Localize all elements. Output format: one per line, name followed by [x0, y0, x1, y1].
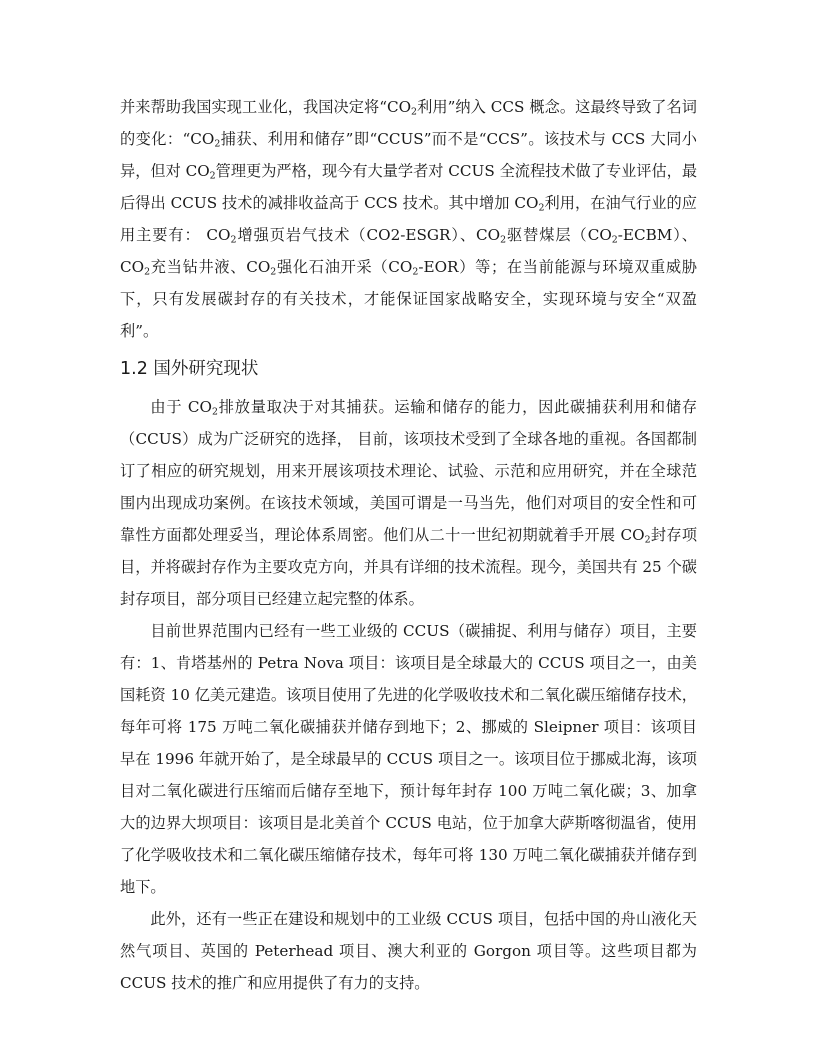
paragraph-2: 目前世界范围内已经有一些工业级的 CCUS（碳捕捉、利用与储存）项目，主要有：1、肯塔基州的 Petra Nova 项目：该项目是全球最大的 CCUS 项目之一，由美国耗资 10 亿美元建造。该项目使用了先进的化学吸收技术和二氧化碳压缩储存技术，每年可将 175 万吨二氧化碳捕获并储存到地下；2、挪威的 Sleipner 项目：该项目早在 1996 年就开始了，是全球最早的 CCUS 项目之一。该项目位于挪威北海，该项目对二氧化碳进行压缩而后储存至地下，预计每年封存 100 万吨二氧化碳；3、加拿大的边界大坝项目：该项目是北美首个 CCUS 电站，位于加拿大萨斯喀彻温省，使用了化学吸收技术和二氧化碳压缩储存技术，每年可将 130 万吨二氧化碳捕获并储存到地下。 — [120, 622, 697, 896]
paragraph-1: 由于 $CO_2$排放量取决于对其捕获。运输和储存的能力，因此碳捕获利用和储存（CCUS）成为广泛研究的选择， 目前，该项技术受到了全球各地的重视。各国都制订了相应的研究规划，用来开展该项技术理论、试验、示范和应用研究，并在全球范围内出现成功案例。在该技术领域，美国可谓是一马当先，他们对项目的安全性和可靠性方面都处理妥当，理论体系周密。他们从二十一世纪初期就着手开展 $CO_2$封存项目，并将碳封存作为主要攻克方向，并具有详细的技术流程。现今，美国共有 25 个碳封存项目，部分项目已经建立起完整的体系。 — [120, 398, 698, 608]
section-heading: 1.2 国外研究现状 — [120, 359, 259, 379]
intro-paragraph: 并来帮助我国实现工业化，我国决定将“$CO_2$利用”纳入 CCS 概念。这最终导致了名词的变化：“$CO_2$捕获、利用和储存”即“CCUS”而不是“CCS”。该技术与 CCS 大同小异，但对 $CO_2$管理更为严格，现今有大量学者对 CCUS 全流程技术做了专业评估，最后得出 CCUS 技术的减排收益高于 CCS 技术。其中增加 $CO_2$利用，在油气行业的应用主要有： $CO_2$增强页岩气技术（CO2-ESGR）、$CO_2$驱替煤层$(CO_2-ECBM)$、$CO_2$充当钻井液、$CO_2$强化石油开采$(CO_2-EOR)$等；在当前能源与环境双重威胁下，只有发展碳封存的有关技术，才能保证国家战略安全，实现环境与安全“双盈利”。 — [120, 98, 698, 340]
paragraph-3: 此外，还有一些正在建设和规划中的工业级 CCUS 项目，包括中国的舟山液化天然气项目、英国的 Peterhead 项目、澳大利亚的 Gorgon 项目等。这些项目都为 CCUS 技术的推广和应用提供了有力的支持。 — [120, 910, 697, 992]
document-page — [120, 91, 697, 999]
